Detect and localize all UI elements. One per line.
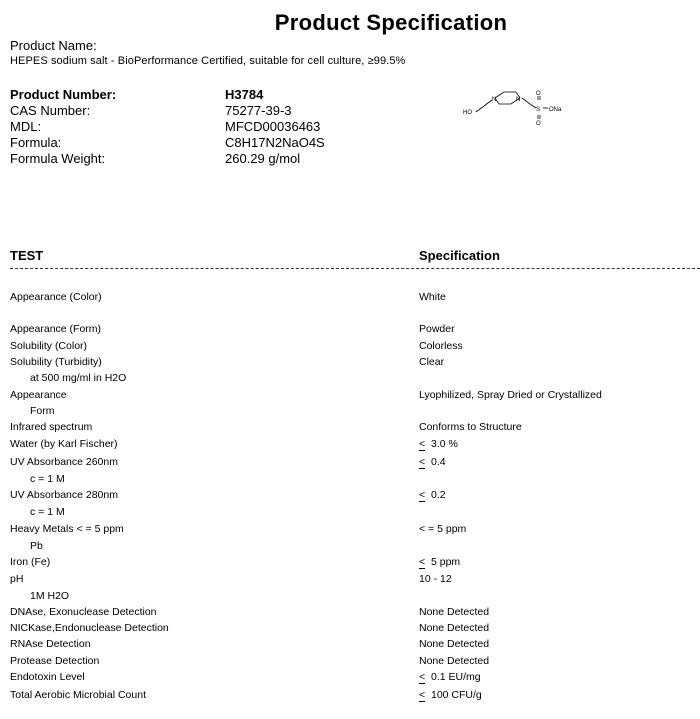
less-equal-symbol: < [419, 438, 426, 450]
structure-s-label: S [536, 107, 541, 113]
spec-heavy-metals: < = 5 ppm [419, 523, 467, 535]
test-solubility-turbidity: Solubility (Turbidity) [10, 356, 102, 368]
spec-appearance-color: White [419, 291, 446, 303]
test-appearance-color: Appearance (Color) [10, 291, 102, 303]
test-endotoxin: Endotoxin Level [10, 671, 85, 683]
less-equal-symbol: < [419, 689, 426, 701]
spec-value: 0.2 [430, 489, 446, 501]
spec-value: 0.1 EU/mg [430, 671, 481, 683]
test-heavy-metals-pb: Pb [30, 540, 43, 552]
header-divider [10, 268, 700, 269]
test-rnase: RNAse Detection [10, 638, 91, 650]
test-dnase: DNAse, Exonuclease Detection [10, 606, 157, 618]
less-equal-symbol: < [419, 671, 426, 683]
structure-ona-label: ONa [549, 107, 562, 113]
spec-appearance: Lyophilized, Spray Dried or Crystallized [419, 389, 602, 401]
less-equal-symbol: < [419, 489, 426, 501]
test-uv-260-condition: c = 1 M [30, 473, 65, 485]
test-uv-280: UV Absorbance 280nm [10, 489, 118, 501]
spec-ph: 10 - 12 [419, 573, 452, 585]
spec-solubility-turbidity: Clear [419, 356, 445, 368]
spec-aerobic-count [419, 689, 482, 701]
spec-infrared-spectrum: Conforms to Structure [419, 421, 522, 433]
test-appearance-sub-form: Form [30, 405, 55, 417]
cas-number-label: CAS Number: [10, 103, 91, 118]
product-name-value: HEPES sodium salt - BioPerformance Certified, suitable for cell culture, ≥99.5% [10, 55, 406, 67]
spec-uv-260 [419, 456, 446, 468]
less-equal-symbol: < [419, 556, 426, 568]
formula-weight-label: Formula Weight: [10, 151, 106, 166]
cas-number-value: 75277-39-3 [225, 103, 292, 118]
test-solubility-color: Solubility (Color) [10, 340, 88, 352]
spec-nickase: None Detected [419, 622, 490, 634]
spec-uv-280 [419, 489, 446, 501]
product-name-label: Product Name: [10, 38, 97, 53]
spec-solubility-color: Colorless [419, 340, 463, 352]
formula-label: Formula: [10, 135, 62, 150]
test-solubility-condition: at 500 mg/ml in H2O [30, 372, 127, 384]
spec-value: 100 CFU/g [430, 689, 482, 701]
test-heavy-metals: Heavy Metals < = 5 ppm [10, 523, 124, 535]
test-uv-280-condition: c = 1 M [30, 506, 65, 518]
structure-n1-label: N [492, 97, 497, 103]
test-appearance-form: Appearance (Form) [10, 323, 102, 335]
test-uv-260: UV Absorbance 260nm [10, 456, 118, 468]
specification-column-header: Specification [419, 248, 500, 263]
mdl-label: MDL: [10, 119, 42, 134]
test-nickase: NICKase,Endonuclease Detection [10, 622, 169, 634]
spec-rnase: None Detected [419, 638, 490, 650]
spec-dnase: None Detected [419, 606, 490, 618]
spec-iron [419, 556, 460, 568]
structure-o-bottom-label: O [536, 121, 541, 127]
test-iron: Iron (Fe) [10, 556, 51, 568]
product-number-value: H3784 [225, 87, 264, 102]
mdl-value: MFCD00036463 [225, 119, 321, 134]
spec-endotoxin [419, 671, 481, 683]
chemical-structure-image [458, 86, 568, 130]
test-ph: pH [10, 573, 24, 585]
spec-value: 5 ppm [430, 556, 461, 568]
spec-value: 3.0 % [430, 438, 458, 450]
spec-value: 0.4 [430, 456, 446, 468]
less-equal-symbol: < [419, 456, 426, 468]
test-ph-condition: 1M H2O [30, 590, 70, 602]
product-number-label: Product Number: [10, 87, 117, 102]
test-water-karl-fischer: Water (by Karl Fischer) [10, 438, 118, 450]
test-aerobic-count: Total Aerobic Microbial Count [10, 689, 146, 701]
test-column-header: TEST [10, 248, 44, 263]
spec-water-karl-fischer [419, 438, 458, 450]
formula-weight-value: 260.29 g/mol [225, 151, 301, 166]
page-title: Product Specification [274, 10, 508, 35]
formula-value: C8H17N2NaO4S [225, 135, 325, 150]
structure-ho-label: HO [463, 110, 472, 116]
test-appearance: Appearance [10, 389, 67, 401]
structure-o-top-label: O [536, 91, 541, 97]
spec-protease: None Detected [419, 655, 490, 667]
structure-n2-label: N [516, 97, 521, 103]
test-infrared-spectrum: Infrared spectrum [10, 421, 93, 433]
spec-appearance-form: Powder [419, 323, 455, 335]
test-protease: Protease Detection [10, 655, 100, 667]
